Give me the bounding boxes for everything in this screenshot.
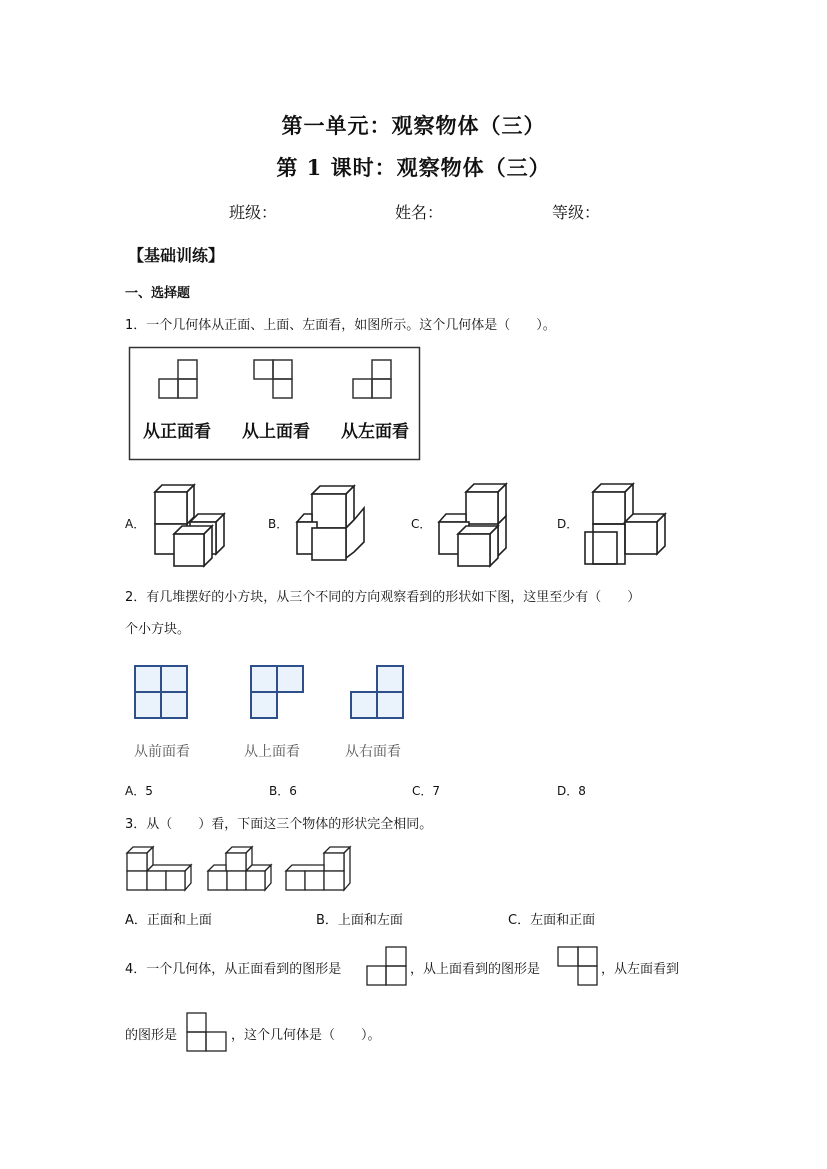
q3-option-c[interactable]: C．左面和正面 <box>508 913 596 928</box>
question-2-text-line1: 2．有几堆摆好的小方块，从三个不同的方向观察看到的形状如下图，这里至少有（ ） <box>125 590 641 605</box>
question-4-part1: 4．一个几何体，从正面看到的图形是 <box>125 962 342 977</box>
q4-left-view-icon <box>186 1012 228 1052</box>
grade-label: 等级： <box>552 203 601 222</box>
q1-views-figure <box>128 346 422 462</box>
q1-option-d[interactable]: D． <box>557 517 579 531</box>
q3-option-b[interactable]: B．上面和左面 <box>316 913 403 928</box>
q1-cube-figure-d <box>583 482 669 568</box>
page-title: 第一单元：观察物体（三） <box>281 113 546 138</box>
q2-view-top-label: 从上面看 <box>244 744 300 760</box>
q3-objects-figure <box>125 845 355 893</box>
q2-views-figure <box>133 664 408 720</box>
q2-option-c[interactable]: C．7 <box>412 784 441 798</box>
q1-view-front-label: 从正面看 <box>143 422 211 442</box>
question-4-part3: ，从左面看到 <box>601 962 680 977</box>
q1-cube-figure-a <box>150 482 230 568</box>
q1-option-b[interactable]: B． <box>268 517 289 531</box>
q2-option-b[interactable]: B．6 <box>269 784 297 798</box>
q1-option-c[interactable]: C． <box>411 517 432 531</box>
class-label: 班级： <box>229 203 278 222</box>
q1-view-top-label: 从上面看 <box>242 422 310 442</box>
q1-cube-figure-c <box>436 482 516 568</box>
q3-option-a[interactable]: A．正面和上面 <box>125 913 212 928</box>
lesson-title: 第 1 课时：观察物体（三） <box>276 155 551 180</box>
q2-option-a[interactable]: A．5 <box>125 784 153 798</box>
q4-front-view-icon <box>366 946 408 986</box>
question-4-part4: 的图形是 <box>125 1028 178 1043</box>
q4-top-view-icon <box>557 946 599 986</box>
question-4-part5: ，这个几何体是（ ）。 <box>231 1028 381 1043</box>
q2-view-right-label: 从右面看 <box>345 744 401 760</box>
question-4-part2: ，从上面看到的图形是 <box>410 962 541 977</box>
name-label: 姓名： <box>395 203 444 222</box>
q2-view-front-label: 从前面看 <box>134 744 190 760</box>
section-heading: 【基础训练】 <box>128 246 225 265</box>
q1-view-left-label: 从左面看 <box>341 422 409 442</box>
q1-cube-figure-b <box>292 484 372 564</box>
question-1-text: 1．一个几何体从正面、上面、左面看，如图所示。这个几何体是（ ）。 <box>125 318 556 333</box>
question-3-text: 3．从（ ）看，下面这三个物体的形状完全相同。 <box>125 817 433 832</box>
question-2-text-line2: 个小方块。 <box>125 622 191 637</box>
q2-option-d[interactable]: D．8 <box>557 784 586 798</box>
q1-option-a[interactable]: A． <box>125 517 146 531</box>
subsection-heading: 一、选择题 <box>125 286 191 301</box>
